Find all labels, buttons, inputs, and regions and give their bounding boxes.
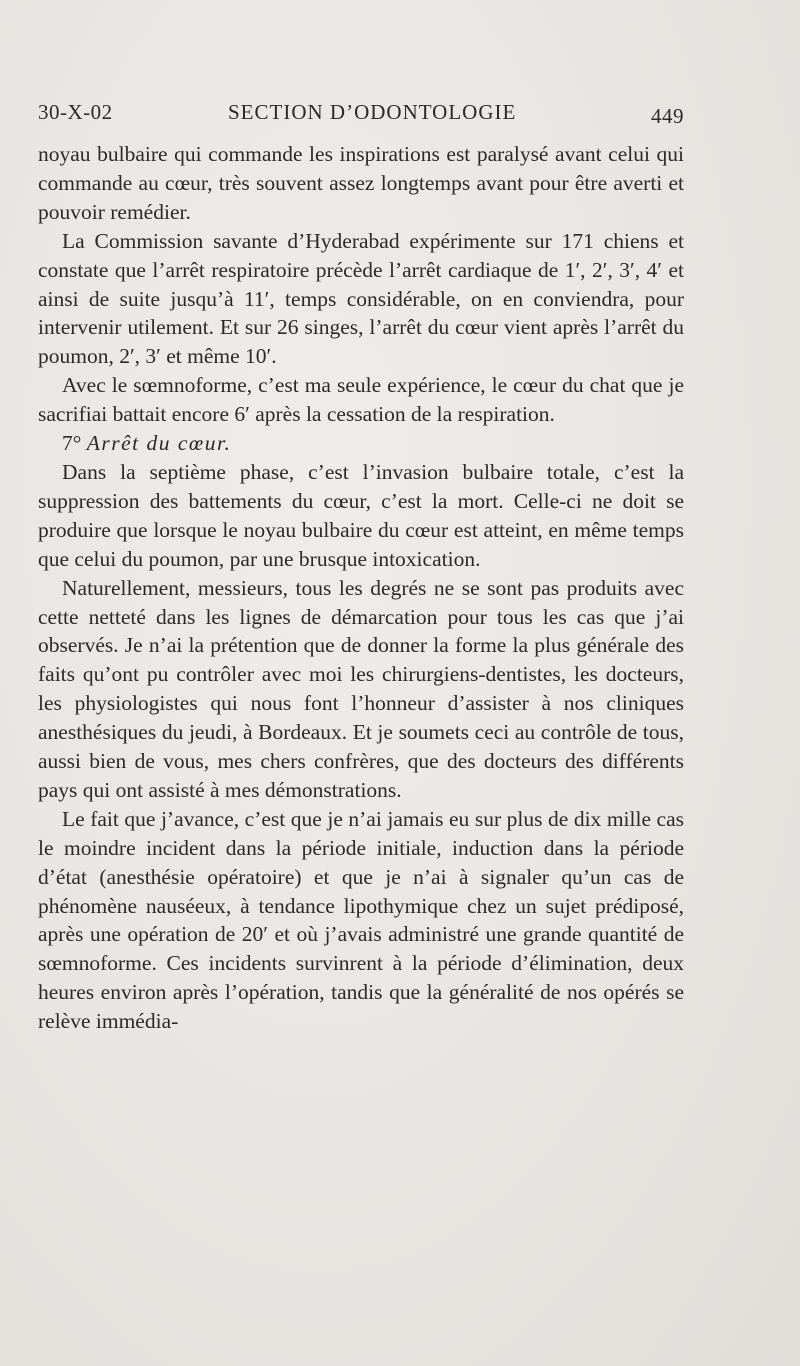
header-date: 30-X-02 (38, 100, 113, 124)
section-title: SECTION D’ODONTOLOGIE (228, 100, 517, 124)
subheading (38, 429, 684, 458)
paragraph: Dans la septième phase, c’est l’invasion bulbaire totale, c’est la suppression des battements du cœur, c’est la mort. Celle-ci ne doit se produire que lorsque le noyau bulbaire du cœur est atteint, en même temps que celui du poumon, par une brusque intoxication. (38, 459, 684, 571)
paragraph: Avec le sœmnoforme, c’est ma seule expérience, le cœur du chat que je sacrifiai battait encore 6′ après la cessation de la respiration. (38, 373, 684, 427)
paragraph: Le fait que j’avance, c’est que je n’ai jamais eu sur plus de dix mille cas le moindre incident dans la période initiale, induction dans la période d’état (anesthésie opératoire) et que je n’ai à signaler qu’un cas de phénomène nauséeux, à tendance lipothymique chez un sujet prédiposé, après une opération de 20′ et où j’avais administré une grande quantité de sœmnoforme. Ces incidents survinrent à la période d’élimination, deux heures environ après l’opération, tandis que la généralité de nos opérés se relève immédia- (38, 806, 684, 1034)
paragraph: noyau bulbaire qui commande les inspirations est paralysé avant celui qui commande au cœur, très souvent assez longtemps avant pour être averti et pouvoir remédier. (38, 142, 684, 224)
page-number: 449 (651, 104, 684, 128)
paragraph: Naturellement, messieurs, tous les degrés ne se sont pas produits avec cette netteté dans les lignes de démarcation pour tous les cas que j’ai observés. Je n’ai la prétention que de donner la forme la plus générale des faits qu’ont pu contrôler avec moi les chirurgiens-dentistes, les docteurs, les physiologistes qui nous font l’honneur d’assister à nos cliniques anesthésiques du jeudi, à Bordeaux. Et je soumets ceci au contrôle de tous, aussi bien de vous, mes chers confrères, que des docteurs des différents pays qui ont assisté à mes démonstrations. (38, 575, 684, 802)
subheading-title: Arrêt du cœur. (86, 431, 232, 456)
body-text (38, 140, 684, 1036)
paragraph: La Commission savante d’Hyderabad expérimente sur 171 chiens et constate que l’arrêt respiratoire précède l’arrêt cardiaque de 1′, 2′, 3′, 4′ et ainsi de suite jusqu’à 11′, temps considérable, on en conviendra, pour intervenir utilement. Et sur 26 singes, l’arrêt du cœur vient après l’arrêt du poumon, 2′, 3′ et même 10′. (38, 228, 684, 369)
subheading-number: 7° (62, 431, 82, 456)
running-header (38, 100, 684, 134)
